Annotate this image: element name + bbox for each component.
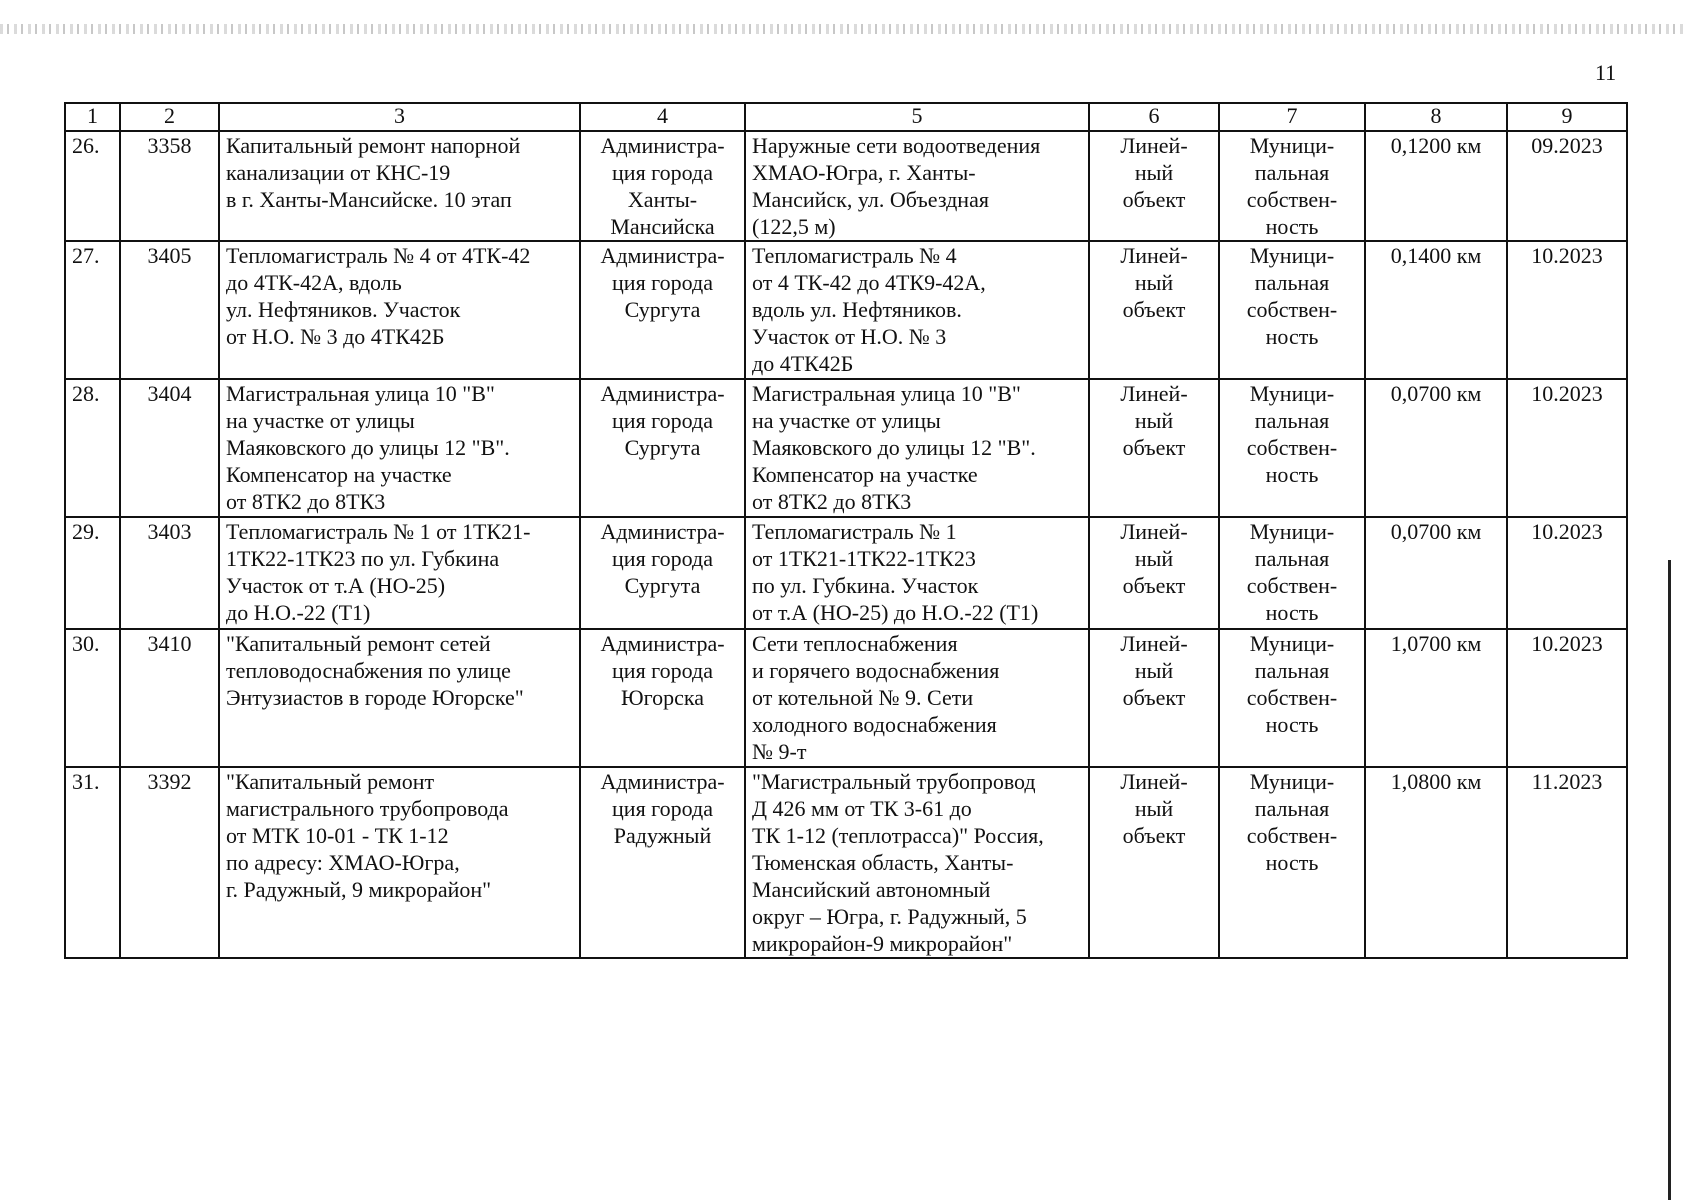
cell-length: 0,0700 км	[1365, 379, 1507, 517]
cell-name: "Капитальный ремонт сетей тепловодоснабжения по улице Энтузиастов в городе Югорске"	[219, 629, 580, 767]
cell-object: Сети теплоснабжения и горячего водоснабжения от котельной № 9. Сети холодного водоснабжения № 9-т	[745, 629, 1089, 767]
cell-code: 3410	[120, 629, 219, 767]
cell-name: Магистральная улица 10 "В" на участке от улицы Маяковского до улицы 12 "В". Компенсатор на участке от 8ТК2 до 8ТК3	[219, 379, 580, 517]
cell-customer: Администра- ция города Сургута	[580, 517, 745, 629]
cell-ownership: Муници- пальная собствен- ность	[1219, 629, 1365, 767]
cell-type: Линей- ный объект	[1089, 629, 1219, 767]
col-header-3: 3	[219, 103, 580, 131]
cell-object: Наружные сети водоотведения ХМАО-Югра, г. Ханты- Мансийск, ул. Объездная (122,5 м)	[745, 131, 1089, 241]
scan-top-edge	[0, 24, 1686, 34]
cell-ownership: Муници- пальная собствен- ность	[1219, 767, 1365, 958]
table-row	[65, 767, 1627, 958]
table-row	[65, 131, 1627, 241]
cell-type: Линей- ный объект	[1089, 131, 1219, 241]
cell-length: 0,1400 км	[1365, 241, 1507, 379]
registry-table	[64, 102, 1628, 959]
cell-name: Капитальный ремонт напорной канализации от КНС-19 в г. Ханты-Мансийске. 10 этап	[219, 131, 580, 241]
table-row	[65, 379, 1627, 517]
col-header-4: 4	[580, 103, 745, 131]
cell-date: 10.2023	[1507, 379, 1627, 517]
cell-code: 3392	[120, 767, 219, 958]
cell-code: 3403	[120, 517, 219, 629]
cell-customer: Администра- ция города Радужный	[580, 767, 745, 958]
cell-code: 3358	[120, 131, 219, 241]
col-header-9: 9	[1507, 103, 1627, 131]
cell-date: 10.2023	[1507, 629, 1627, 767]
cell-object: "Магистральный трубопровод Д 426 мм от ТК 3-61 до ТК 1-12 (теплотрасса)" Россия, Тюменская область, Ханты- Мансийский автономный округ – Югра, г. Радужный, 5 микрорайон-9 микрорайон"	[745, 767, 1089, 958]
cell-length: 1,0800 км	[1365, 767, 1507, 958]
cell-ownership: Муници- пальная собствен- ность	[1219, 379, 1365, 517]
cell-type: Линей- ный объект	[1089, 767, 1219, 958]
cell-code: 3405	[120, 241, 219, 379]
col-header-8: 8	[1365, 103, 1507, 131]
cell-type: Линей- ный объект	[1089, 241, 1219, 379]
table-row	[65, 241, 1627, 379]
cell-name: Тепломагистраль № 4 от 4ТК-42 до 4ТК-42А, вдоль ул. Нефтяников. Участок от Н.О. № 3 до 4ТК42Б	[219, 241, 580, 379]
page-number: 11	[1595, 60, 1617, 85]
cell-number: 31.	[65, 767, 120, 958]
cell-date: 10.2023	[1507, 517, 1627, 629]
cell-date: 09.2023	[1507, 131, 1627, 241]
cell-length: 0,1200 км	[1365, 131, 1507, 241]
col-header-2: 2	[120, 103, 219, 131]
table-row	[65, 629, 1627, 767]
cell-type: Линей- ный объект	[1089, 517, 1219, 629]
table-row	[65, 517, 1627, 629]
cell-type: Линей- ный объект	[1089, 379, 1219, 517]
cell-date: 11.2023	[1507, 767, 1627, 958]
cell-ownership: Муници- пальная собствен- ность	[1219, 131, 1365, 241]
cell-number: 28.	[65, 379, 120, 517]
cell-object: Тепломагистраль № 1 от 1ТК21-1ТК22-1ТК23 по ул. Губкина. Участок от т.А (НО-25) до Н.О.-22 (Т1)	[745, 517, 1089, 629]
col-header-6: 6	[1089, 103, 1219, 131]
cell-number: 29.	[65, 517, 120, 629]
header-row	[65, 103, 1627, 131]
cell-customer: Администра- ция города Сургута	[580, 241, 745, 379]
cell-customer: Администра- ция города Сургута	[580, 379, 745, 517]
cell-code: 3404	[120, 379, 219, 517]
cell-date: 10.2023	[1507, 241, 1627, 379]
cell-name: Тепломагистраль № 1 от 1ТК21- 1ТК22-1ТК23 по ул. Губкина Участок от т.А (НО-25) до Н.О.-22 (Т1)	[219, 517, 580, 629]
cell-customer: Администра- ция города Югорска	[580, 629, 745, 767]
cell-number: 26.	[65, 131, 120, 241]
col-header-1: 1	[65, 103, 120, 131]
cell-object: Магистральная улица 10 "В" на участке от улицы Маяковского до улицы 12 "В". Компенсатор на участке от 8ТК2 до 8ТК3	[745, 379, 1089, 517]
col-header-7: 7	[1219, 103, 1365, 131]
cell-customer: Администра- ция города Ханты- Мансийска	[580, 131, 745, 241]
cell-name: "Капитальный ремонт магистрального трубопровода от МТК 10-01 - ТК 1-12 по адресу: ХМАО-Югра, г. Радужный, 9 микрорайон"	[219, 767, 580, 958]
cell-number: 30.	[65, 629, 120, 767]
scan-right-edge	[1668, 560, 1671, 1200]
cell-length: 1,0700 км	[1365, 629, 1507, 767]
cell-length: 0,0700 км	[1365, 517, 1507, 629]
cell-number: 27.	[65, 241, 120, 379]
cell-ownership: Муници- пальная собствен- ность	[1219, 241, 1365, 379]
col-header-5: 5	[745, 103, 1089, 131]
cell-object: Тепломагистраль № 4 от 4 ТК-42 до 4ТК9-42А, вдоль ул. Нефтяников. Участок от Н.О. № 3 до 4ТК42Б	[745, 241, 1089, 379]
cell-ownership: Муници- пальная собствен- ность	[1219, 517, 1365, 629]
